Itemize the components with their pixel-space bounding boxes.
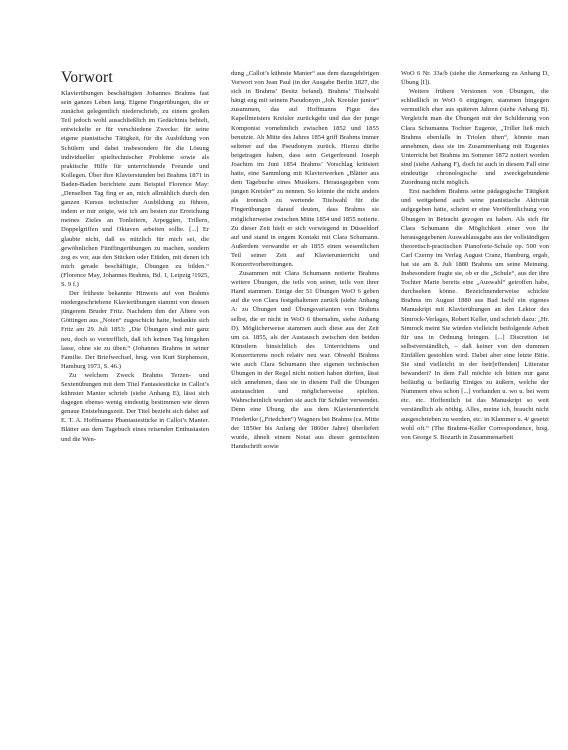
paragraph: dung „Callot’s kühnste Manier“ aus dem dazugehörigen Vorwort von Jean Paul (in der Ausgabe Berlin 1827, die sich in Brahms’ Besitz befand). Brahms’ Titelwahl hängt eng mit seinem Pseudonym „Joh. Kreisler junior“ zusammen, das auf Hoffmanns Figur des Kapellmeisters Kreisler zurückgeht und das der junge Komponist vornehmlich zwischen 1852 und 1855 benutzte. Ab Mitte des Jahres 1854 griff Brahms immer seltener auf das Pseudonym zurück. Hierzu dürfte beigetragen haben, dass sein Geigerfreund Joseph Joachim im Juni 1854 Brahms’ Vorschlag kritisiert hatte, eine Sammlung mit Klavierwerken „Blätter aus dem Tagebuche eines Musikers. Herausgegeben vom jungen Kreisler“ zu nennen. So könnte die nicht anders als ironisch zu wertende Titelwahl für die Fingerübungen darauf deuten, dass Brahms sie möglicherweise zwischen Mitte 1854 und 1855 notierte. Zu dieser Zeit hielt er sich vorwiegend in Düsseldorf auf und stand in engem Kontakt mit Clara Schumann. Außerdem verwandte er ab 1855 einen wesentlichen Teil seiner Zeit auf Klavierunterricht und Konzertvorbereitungen. [231,70,379,268]
text-column-2 [231,69,379,729]
paragraph: Zusammen mit Clara Schumann notierte Brahms weitere Übungen, die teils von seiner, teils von ihrer Hand stammen. Einige der 51 Übungen WoO 6 geben auf die von Clara festgehaltenen zurück (siehe Anhang A: zu Übungen und Übungsvarianten von Brahms selbst, die er nicht in WoO 6 übernahm, siehe Anhang D). Möglicherweise stammen auch diese aus der Zeit um ca. 1855, als der Austausch zwischen den beiden Künstlern hinsichtlich des Unterrichtens und Konzertierens noch relativ neu war. Obwohl Brahms wie auch Clara Schumann ihre eigenen technischen Übungen in der Regel nicht notiert haben dürften, lässt sich annehmen, dass sie in diesem Fall die Übungen austauschten und möglicherweise spielten. Wahrscheinlich wurden sie auch für Schüler verwendet. Denn eine Übung, die aus dem Klavierunterricht Friederike („Friedchen“) Wagners bei Brahms (ca. Mitte der 1850er bis Anfang der 1860er Jahre) überliefert wurde, ähnelt einem Notat aus dieser gemischten Handschrift sowie [231,270,379,450]
paragraph: Klavierübungen beschäftigten Johannes Brahms fast sein ganzes Leben lang. Eigene Fingerübungen, die er zunächst gelegentlich niederschrieb, zu einem großen Teil jedoch wohl ausschließlich im Gedächtnis behielt, entwickelte er für verschiedene Zwecke: für seine eigene pianistische Tätigkeit, für die Ausbildung von Schülern und dabei insbesondere für die Lösung individueller spieltechnischer Probleme sowie als praktische Hilfe für unterrichtende Freunde und Kollegen. Über ihre Klavierstunden bei Brahms 1871 in Baden-Baden berichtete zum Beispiel Florence May: „Denselben Tag fing er an, mich allmählich durch den ganzen Kursus technischer Ausbildung zu führen, indem er mir zeigte, wie ich am besten zur Erreichung meines Zieles an Tonleitern, Arpeggien, Trillern, Doppelgriffen und Oktaven arbeiten sollte. [...] Er glaubte nicht, daß es nützlich für mich sei, die gewöhnlichen Fünffingerübungen zu machen, sondern zog es vor, aus den Stücken oder Etüden, mit denen ich mich gerade beschäftigte, Übungen zu bilden.“ (Florence May, Johannes Brahms, Bd. 1, Leipzig ²1925, S. 9 f.) [61,90,209,288]
paragraph: Der früheste bekannte Hinweis auf von Brahms niedergeschriebene Klavierübungen stammt von dessen jüngerem Bruder Fritz. Nachdem ihm der Ältere von Göttingen aus „Noten“ zugeschickt hatte, bedankte sich Fritz am 29. Juli 1853: „Die Übungen sind mir ganz neu, doch so vortrefflich, daß ich keinen Tag hingehen lasse, ohne sie zu üben.“ (Johannes Brahms in seiner Familie. Der Briefwechsel, hrsg. von Kurt Stephenson, Hamburg 1973, S. 46.) [61,290,209,370]
paragraph: WoO 6 Nr. 33a/b (siehe die Anmerkung zu Anhang D, Übung [I]). [401,70,549,87]
paragraph: Zu welchem Zweck Brahms Terzen- und Sextenübungen mit dem Titel Fantasiestücke in Callot’s kühnster Manier schrieb (siehe Anhang E), lässt sich dagegen ebenso wenig eindeutig bestimmen wie deren genaue Entstehungszeit. Der Titel bezieht sich dabei auf E. T. A. Hoffmanns Phantasiestücke in Callot’s Manier. Blätter aus dem Tagebuch eines reisenden Enthusiasten und die Wen- [61,371,209,443]
text-column-1 [61,89,209,729]
text-column-3 [401,69,549,729]
page-title: Vorwort [61,69,113,86]
paragraph: Erst nachdem Brahms seine pädagogische Tätigkeit und weitgehend auch seine pianistische Aktivität aufgegeben hatte, scheint er eine Veröffentlichung von Übungen in Betracht gezogen zu haben. Als sich für Clara Schumann die Möglichkeit einer von ihr herausgegebenen Auswahlausgabe aus der vollständigen theoretisch-practischen Pianoforte-Schule op. 500 von Carl Czerny im Verlag August Cranz, Hamburg, ergab, hat sie am 8. Juli 1880 Brahms um seine Meinung. Insbesondere fragte sie, ob er die „Schule“, aus der ihre Tochter Marie bereits eine „Auswahl“ getroffen habe, durchsehen könne. Bezeichnenderweise schickte Brahms im August 1880 aus Bad Ischl ein eigenes Manuskript mit Klavierübungen an den Lektor des Simrock-Verlages, Robert Keller, und schrieb dazu: „Hr. Simrock meint Sie würden vielleicht beifolgende Arbeit für uns in Ordnung bringen. [...] Discretion ist selbstverständlich, – daß keiner von den dummen Einfällen gestohlen wird. Dabei aber eine letzte Bitte. Sie sind vielleicht in der betr[effenden] Litteratur bewandert? In dem Fall möchte ich bitten mir ganz beiläufig u. beiläufig Einiges zu äußern, welche der Nummern etwa schon [...] vorhanden u. wo u. bei wem etc. etc. Hoffentlich ist das Manuskript so weit verständlich als nöthig. Alles, meine ich, braucht nicht ausgeschrieben zu werden, etc. in Klammer u. 4/ gesetzt wohl oft.“ (The Brahms-Keller Correspondence, hrsg. von George S. Bozarth in Zusammenarbeit [401,188,549,441]
paragraph: Weitere frühere Versionen von Übungen, die schließlich in WoO 6 eingingen, stammen hingegen vermutlich eher aus späteren Jahren (siehe Anhang B). Vergleicht man die Übungen mit der Schilderung von Clara Schumanns Tochter Eugenie, „Triller ließ mich Brahms ebenfalls in Triolen üben“, könnte man annehmen, dass sie im Zusammenhang mit Eugenies Unterricht bei Brahms im Sommer 1872 notiert worden sind (siehe Anhang F), doch ist auch in diesem Fall eine eindeutige chronologische und zweckgebundene Zuordnung nicht möglich. [401,88,549,187]
